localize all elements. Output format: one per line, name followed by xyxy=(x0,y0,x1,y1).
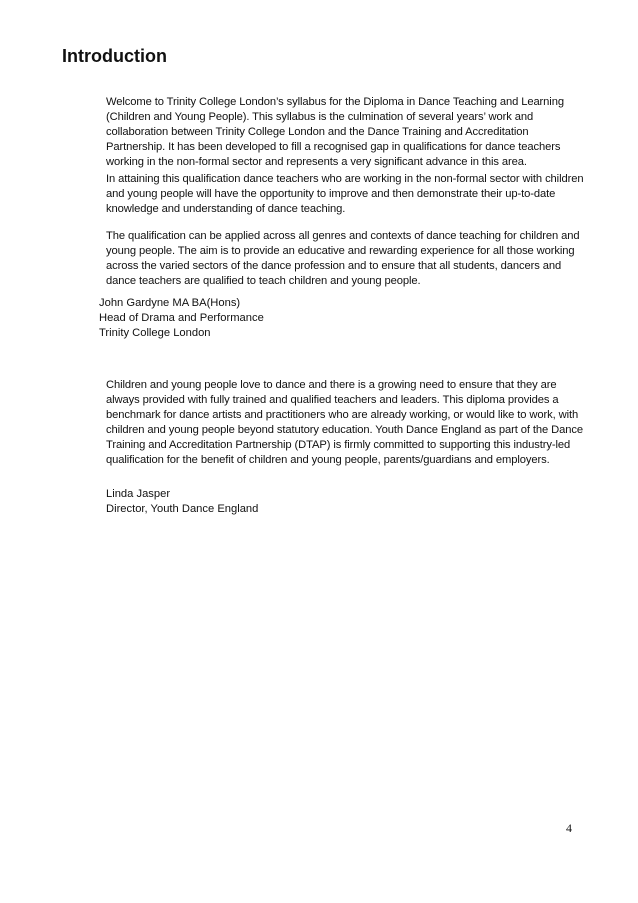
signatory-organisation: Trinity College London xyxy=(99,327,211,339)
signatory-name: Linda Jasper xyxy=(106,488,171,500)
signatory-role: Head of Drama and Performance xyxy=(99,312,264,324)
page-number: 4 xyxy=(566,821,572,835)
signature-block-yde xyxy=(106,487,258,517)
intro-paragraph-4: Children and young people love to dance and there is a growing need to ensure that they are always provided with fully trained and qualified teachers and leaders. This diploma provides a benchmark for dance artists and practitioners who are already working, or would like to work, with children and young people beyond statutory education. Youth Dance England as part of the Dance Training and Accreditation Partnership (DTAP) is firmly committed to supporting this industry-led qualification for the benefit of children and young people, parents/guardians and employers. xyxy=(106,379,583,466)
signatory-role: Director, Youth Dance England xyxy=(106,503,259,515)
intro-paragraph-2: In attaining this qualification dance teachers who are working in the non-formal sector with children and young people will have the opportunity to improve and then demonstrate their up-to-date knowledge and understanding of dance teaching. xyxy=(106,173,584,215)
intro-paragraph-1: Welcome to Trinity College London’s syllabus for the Diploma in Dance Teaching and Learning (Children and Young People). This syllabus is the culmination of several years’ work and collaboration between Trinity College London and the Dance Training and Accreditation Partnership. It has been developed to fill a recognised gap in qualifications for dance teachers working in the non-formal sector and represents a very significant advance in this area. xyxy=(106,96,564,168)
signature-block-trinity xyxy=(99,296,264,341)
page-heading: Introduction xyxy=(62,46,167,66)
intro-paragraph-3: The qualification can be applied across all genres and contexts of dance teaching for children and young people. The aim is to provide an educative and rewarding experience for all those working across the varied sectors of the dance profession and to ensure that all students, dancers and dance teachers are qualified to teach children and young people. xyxy=(106,230,580,287)
signatory-name: John Gardyne MA BA(Hons) xyxy=(99,297,241,309)
